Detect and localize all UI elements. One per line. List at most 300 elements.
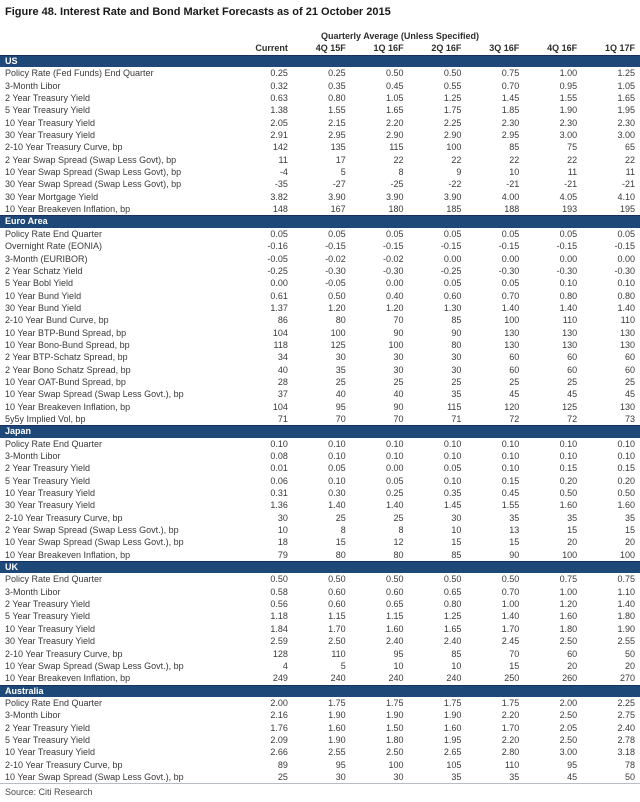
cell-value: 250	[504, 673, 520, 684]
cell-value: 0.80	[443, 599, 462, 610]
table-row	[0, 265, 640, 277]
row-label: 2-10 Year Treasury Curve, bp	[5, 512, 123, 523]
cell-value: 25	[567, 376, 578, 387]
cell-value: 3.00	[617, 130, 635, 141]
cell-value: 0.60	[443, 290, 462, 301]
cell-value: 1.75	[443, 697, 462, 708]
cell-value: 0.25	[386, 488, 404, 499]
cell-value: 15	[335, 537, 346, 548]
cell-value: -0.15	[498, 241, 520, 252]
cell-value: 100	[388, 759, 404, 770]
cell-value: -21	[564, 179, 578, 190]
cell-value: 1.18	[270, 611, 288, 622]
cell-value: 2.00	[270, 697, 288, 708]
cell-value: 1.60	[443, 722, 462, 733]
cell-value: 0.10	[617, 278, 635, 289]
cell-value: 0.05	[443, 463, 462, 474]
cell-value: 1.37	[270, 302, 288, 313]
cell-value: 0.08	[270, 451, 288, 461]
column-header-7: 1Q 17F	[604, 43, 635, 53]
cell-value: 70	[393, 413, 404, 424]
cell-value: 240	[330, 673, 346, 684]
cell-value: 1.65	[443, 623, 462, 634]
cell-value: 2.09	[270, 734, 288, 745]
row-label: 2 Year Swap Spread (Swap Less Govt), bp	[5, 154, 177, 165]
cell-value: 0.05	[501, 228, 520, 239]
table-row	[0, 228, 640, 240]
cell-value: 85	[451, 549, 462, 560]
cell-value: 15	[509, 660, 520, 671]
cell-value: 0.70	[501, 290, 520, 301]
cell-value: -0.30	[614, 265, 635, 276]
row-label: 10 Year Swap Spread (Swap Less Govt.), bp	[5, 389, 184, 400]
row-label: 10 Year Swap Spread (Swap Less Govt), bp	[5, 167, 182, 178]
table-row	[0, 549, 640, 561]
cell-value: 2.15	[328, 117, 346, 128]
column-header-spacer	[5, 42, 230, 55]
cell-value: 2.30	[617, 117, 635, 128]
cell-value: 110	[504, 759, 520, 770]
row-label: 10 Year Swap Spread (Swap Less Govt.), bp	[5, 771, 184, 782]
cell-value: 0.25	[328, 68, 346, 79]
row-label: 30 Year Mortgage Yield	[5, 191, 99, 202]
cell-value: 1.05	[617, 80, 635, 91]
table-row	[0, 759, 640, 771]
cell-value: 9	[456, 167, 462, 178]
cell-value: -0.05	[267, 253, 288, 264]
cell-value: 0.80	[559, 290, 578, 301]
cell-value: 1.60	[386, 623, 404, 634]
cell-value: 2.75	[617, 710, 635, 721]
cell-value: 2.50	[559, 710, 578, 721]
cell-value: 0.05	[443, 278, 462, 289]
cell-value: 249	[272, 673, 288, 684]
table-row	[0, 610, 640, 622]
cell-value: 0.01	[270, 463, 288, 474]
cell-value: 80	[393, 549, 404, 560]
cell-value: 30	[451, 364, 462, 375]
cell-value: 2.05	[559, 722, 578, 733]
cell-value: 1.70	[501, 623, 520, 634]
cell-value: 0.10	[328, 451, 346, 461]
row-label: 3-Month Libor	[5, 451, 61, 461]
cell-value: 148	[272, 204, 288, 215]
cell-value: 79	[277, 549, 288, 560]
row-label: 10 Year Treasury Yield	[5, 488, 96, 499]
cell-value: 0.50	[386, 574, 404, 585]
row-label: 10 Year Bono-Bund Spread, bp	[5, 339, 130, 350]
group-header: Quarterly Average (Unless Specified)	[321, 31, 479, 41]
column-header-6: 4Q 16F	[547, 43, 578, 53]
cell-value: 34	[277, 352, 288, 363]
cell-value: 17	[335, 154, 346, 165]
table-row	[0, 573, 640, 585]
cell-value: 110	[562, 315, 578, 326]
cell-value: 1.25	[443, 611, 462, 622]
cell-value: 0.10	[559, 451, 578, 461]
cell-value: 8	[398, 167, 404, 178]
cell-value: 0.80	[617, 290, 635, 301]
cell-value: 2.78	[617, 734, 635, 745]
cell-value: 110	[620, 315, 635, 326]
row-label: 10 Year Breakeven Inflation, bp	[5, 204, 131, 215]
cell-value: 2.95	[501, 130, 520, 141]
figure-title: Figure 48. Interest Rate and Bond Market Forecasts as of 21 October 2015	[5, 6, 391, 18]
cell-value: 45	[567, 389, 578, 400]
cell-value: 15	[509, 537, 520, 548]
cell-value: 0.10	[270, 438, 288, 449]
cell-value: 2.50	[559, 734, 578, 745]
cell-value: -27	[332, 179, 346, 190]
cell-value: 1.55	[328, 105, 346, 116]
cell-value: 78	[624, 759, 635, 770]
cell-value: 2.91	[270, 130, 288, 141]
cell-value: 25	[335, 376, 346, 387]
section-band-japan: Japan	[0, 425, 640, 437]
row-label: 10 Year Treasury Yield	[5, 117, 96, 128]
table-row	[0, 376, 640, 388]
cell-value: -21	[506, 179, 520, 190]
row-label: Overnight Rate (EONIA)	[5, 241, 103, 252]
cell-value: 1.76	[270, 722, 288, 733]
cell-value: 60	[624, 352, 635, 363]
cell-value: 0.10	[328, 438, 346, 449]
cell-value: 35	[624, 512, 635, 523]
cell-value: 104	[272, 327, 288, 338]
cell-value: 3.00	[559, 130, 578, 141]
forecast-table	[0, 55, 640, 783]
table-row	[0, 586, 640, 598]
table-row	[0, 129, 640, 141]
table-row	[0, 302, 640, 314]
cell-value: 2.00	[559, 697, 578, 708]
cell-value: 75	[567, 142, 578, 153]
row-label: Policy Rate End Quarter	[5, 438, 103, 449]
table-row	[0, 117, 640, 129]
cell-value: 1.70	[328, 623, 346, 634]
table-row	[0, 648, 640, 660]
cell-value: 11	[625, 167, 635, 178]
cell-value: 0.50	[559, 488, 578, 499]
table-row	[0, 722, 640, 734]
cell-value: 89	[277, 759, 288, 770]
cell-value: 37	[277, 389, 288, 400]
cell-value: 105	[446, 759, 462, 770]
table-row	[0, 524, 640, 536]
table-row	[0, 351, 640, 363]
cell-value: 4	[282, 660, 288, 671]
table-row	[0, 240, 640, 252]
cell-value: 95	[335, 759, 346, 770]
source-note: Source: Citi Research	[0, 783, 640, 798]
table-row	[0, 697, 640, 709]
cell-value: 70	[393, 315, 404, 326]
cell-value: 0.10	[328, 475, 346, 486]
table-row	[0, 672, 640, 684]
table-row	[0, 327, 640, 339]
cell-value: 25	[509, 376, 520, 387]
cell-value: 110	[331, 648, 346, 659]
cell-value: 0.10	[501, 463, 520, 474]
cell-value: 60	[624, 364, 635, 375]
cell-value: 3.90	[386, 191, 404, 202]
cell-value: 72	[567, 413, 578, 424]
row-label: 5 Year Treasury Yield	[5, 105, 91, 116]
cell-value: 2.50	[328, 636, 346, 647]
cell-value: 0.15	[617, 463, 635, 474]
cell-value: 0.95	[559, 80, 578, 91]
row-label: Policy Rate (Fed Funds) End Quarter	[5, 68, 154, 79]
cell-value: -0.15	[325, 241, 346, 252]
table-row	[0, 746, 640, 758]
table-row	[0, 635, 640, 647]
cell-value: 0.65	[443, 586, 462, 597]
table-row	[0, 499, 640, 511]
cell-value: 0.00	[386, 463, 404, 474]
cell-value: -0.02	[383, 253, 404, 264]
cell-value: 240	[388, 673, 404, 684]
row-label: 30 Year Treasury Yield	[5, 130, 96, 141]
cell-value: 0.50	[443, 574, 462, 585]
cell-value: 1.95	[617, 105, 635, 116]
cell-value: 2.20	[501, 734, 520, 745]
column-header-4: 2Q 16F	[431, 43, 462, 53]
table-row	[0, 253, 640, 265]
cell-value: 0.50	[328, 574, 346, 585]
cell-value: 260	[562, 673, 578, 684]
cell-value: 95	[335, 401, 346, 412]
row-label: 5y5y Implied Vol, bp	[5, 413, 86, 424]
cell-value: 2.40	[386, 636, 404, 647]
row-label: 2 Year BTP-Schatz Spread, bp	[5, 352, 128, 363]
cell-value: 2.50	[559, 636, 578, 647]
cell-value: 1.65	[617, 93, 635, 104]
cell-value: 1.90	[328, 734, 346, 745]
cell-value: 0.10	[443, 438, 462, 449]
cell-value: 0.31	[270, 488, 288, 499]
column-header-row	[0, 42, 640, 55]
table-row	[0, 166, 640, 178]
row-label: 10 Year Breakeven Inflation, bp	[5, 673, 131, 684]
cell-value: 2.50	[386, 747, 404, 758]
cell-value: 0.58	[270, 586, 288, 597]
cell-value: 25	[335, 512, 346, 523]
cell-value: 1.40	[617, 599, 635, 610]
cell-value: 11	[278, 154, 288, 165]
cell-value: 2.80	[501, 747, 520, 758]
cell-value: 28	[277, 376, 288, 387]
section-band-us: US	[0, 55, 640, 67]
cell-value: 25	[277, 771, 288, 782]
cell-value: 70	[335, 413, 346, 424]
cell-value: 50	[624, 771, 635, 782]
cell-value: 30	[393, 364, 404, 375]
cell-value: 1.40	[386, 500, 404, 511]
cell-value: 0.70	[501, 80, 520, 91]
cell-value: 20	[567, 660, 578, 671]
cell-value: 0.70	[501, 586, 520, 597]
cell-value: 70	[509, 648, 520, 659]
row-label: 2 Year Treasury Yield	[5, 93, 91, 104]
row-label: 2 Year Bono Schatz Spread, bp	[5, 364, 131, 375]
cell-value: 1.05	[386, 93, 404, 104]
table-row	[0, 475, 640, 487]
cell-value: 0.10	[386, 438, 404, 449]
table-row	[0, 660, 640, 672]
cell-value: 1.80	[617, 611, 635, 622]
table-row	[0, 290, 640, 302]
cell-value: 195	[619, 204, 635, 215]
cell-value: 125	[562, 401, 578, 412]
cell-value: 1.36	[270, 500, 288, 511]
cell-value: 3.82	[270, 191, 288, 202]
cell-value: 50	[624, 648, 635, 659]
cell-value: -0.30	[383, 265, 404, 276]
cell-value: 135	[330, 142, 346, 153]
row-label: 2-10 Year Treasury Curve, bp	[5, 142, 123, 153]
cell-value: -22	[448, 179, 462, 190]
cell-value: 1.80	[559, 623, 578, 634]
cell-value: 80	[335, 549, 346, 560]
cell-value: 25	[451, 376, 462, 387]
cell-value: 0.56	[270, 599, 288, 610]
cell-value: 0.05	[270, 228, 288, 239]
table-row	[0, 734, 640, 746]
table-row	[0, 203, 640, 215]
cell-value: 2.55	[328, 747, 346, 758]
section-band-euro-area: Euro Area	[0, 215, 640, 227]
cell-value: 2.25	[443, 117, 462, 128]
cell-value: 270	[619, 673, 635, 684]
row-label: 2 Year Treasury Yield	[5, 599, 91, 610]
cell-value: 0.50	[617, 488, 635, 499]
cell-value: 60	[509, 364, 520, 375]
table-row	[0, 104, 640, 116]
cell-value: -0.15	[383, 241, 404, 252]
row-label: 10 Year Treasury Yield	[5, 623, 96, 634]
column-header-3: 1Q 16F	[373, 43, 404, 53]
cell-value: 90	[509, 549, 520, 560]
cell-value: 71	[277, 413, 288, 424]
cell-value: 100	[562, 549, 578, 560]
cell-value: 60	[509, 352, 520, 363]
row-label: 3-Month Libor	[5, 80, 61, 91]
cell-value: 240	[446, 673, 462, 684]
column-header-5: 3Q 16F	[489, 43, 520, 53]
cell-value: 0.50	[443, 68, 462, 79]
cell-value: 2.65	[443, 747, 462, 758]
cell-value: 1.90	[617, 623, 635, 634]
table-row	[0, 462, 640, 474]
cell-value: 60	[567, 364, 578, 375]
cell-value: 20	[624, 660, 635, 671]
cell-value: 1.50	[386, 722, 404, 733]
row-label: 5 Year Treasury Yield	[5, 611, 91, 622]
cell-value: -0.25	[267, 265, 288, 276]
cell-value: 130	[562, 339, 578, 350]
cell-value: 85	[451, 648, 462, 659]
cell-value: -0.15	[614, 241, 635, 252]
cell-value: 0.45	[386, 80, 404, 91]
cell-value: 15	[451, 537, 462, 548]
table-row	[0, 450, 640, 462]
cell-value: 80	[451, 339, 462, 350]
row-label: 3-Month Libor	[5, 586, 61, 597]
row-label: 5 Year Treasury Yield	[5, 475, 91, 486]
cell-value: 45	[624, 389, 635, 400]
cell-value: 30	[451, 352, 462, 363]
cell-value: 3.18	[617, 747, 635, 758]
cell-value: 35	[567, 512, 578, 523]
table-row	[0, 141, 640, 153]
cell-value: -0.30	[498, 265, 520, 276]
cell-value: 30	[393, 771, 404, 782]
cell-value: 1.90	[328, 710, 346, 721]
cell-value: 1.40	[501, 302, 520, 313]
row-label: 10 Year Treasury Yield	[5, 747, 96, 758]
cell-value: 2.16	[270, 710, 288, 721]
cell-value: 0.10	[559, 438, 578, 449]
table-row	[0, 339, 640, 351]
row-label: 3-Month (EURIBOR)	[5, 253, 88, 264]
cell-value: 45	[567, 771, 578, 782]
row-label: 10 Year Swap Spread (Swap Less Govt.), bp	[5, 537, 184, 548]
cell-value: 0.00	[501, 253, 520, 264]
cell-value: 22	[451, 154, 462, 165]
cell-value: 60	[567, 648, 578, 659]
cell-value: 2.55	[617, 636, 635, 647]
cell-value: 35	[509, 771, 520, 782]
cell-value: 1.40	[617, 302, 635, 313]
cell-value: 0.61	[270, 290, 288, 301]
cell-value: 130	[619, 401, 635, 412]
table-row	[0, 487, 640, 499]
row-label: Policy Rate End Quarter	[5, 228, 103, 239]
cell-value: 1.75	[443, 105, 462, 116]
row-label: 10 Year OAT-Bund Spread, bp	[5, 376, 126, 387]
row-label: 2 Year Treasury Yield	[5, 463, 91, 474]
cell-value: 0.05	[328, 228, 346, 239]
cell-value: -0.16	[267, 241, 288, 252]
cell-value: 73	[624, 413, 635, 424]
cell-value: 1.84	[270, 623, 288, 634]
cell-value: 0.50	[270, 574, 288, 585]
cell-value: -21	[621, 179, 635, 190]
section-band-uk: UK	[0, 561, 640, 573]
cell-value: 2.90	[443, 130, 462, 141]
cell-value: 1.10	[617, 586, 635, 597]
cell-value: 13	[509, 525, 520, 536]
table-row	[0, 388, 640, 400]
cell-value: 1.90	[443, 710, 462, 721]
cell-value: 1.75	[328, 697, 346, 708]
cell-value: 90	[451, 327, 462, 338]
cell-value: 0.63	[270, 93, 288, 104]
cell-value: 2.05	[270, 117, 288, 128]
row-label: 2 Year Swap Spread (Swap Less Govt.), bp	[5, 525, 179, 536]
cell-value: 1.20	[559, 599, 578, 610]
cell-value: 1.30	[443, 302, 462, 313]
cell-value: -0.02	[325, 253, 346, 264]
row-label: 2-10 Year Treasury Curve, bp	[5, 759, 123, 770]
cell-value: 90	[393, 401, 404, 412]
cell-value: 8	[340, 525, 346, 536]
cell-value: 25	[393, 376, 404, 387]
cell-value: 1.60	[617, 500, 635, 511]
table-row	[0, 598, 640, 610]
row-label: 2-10 Year Treasury Curve, bp	[5, 648, 123, 659]
cell-value: 0.10	[443, 451, 462, 461]
